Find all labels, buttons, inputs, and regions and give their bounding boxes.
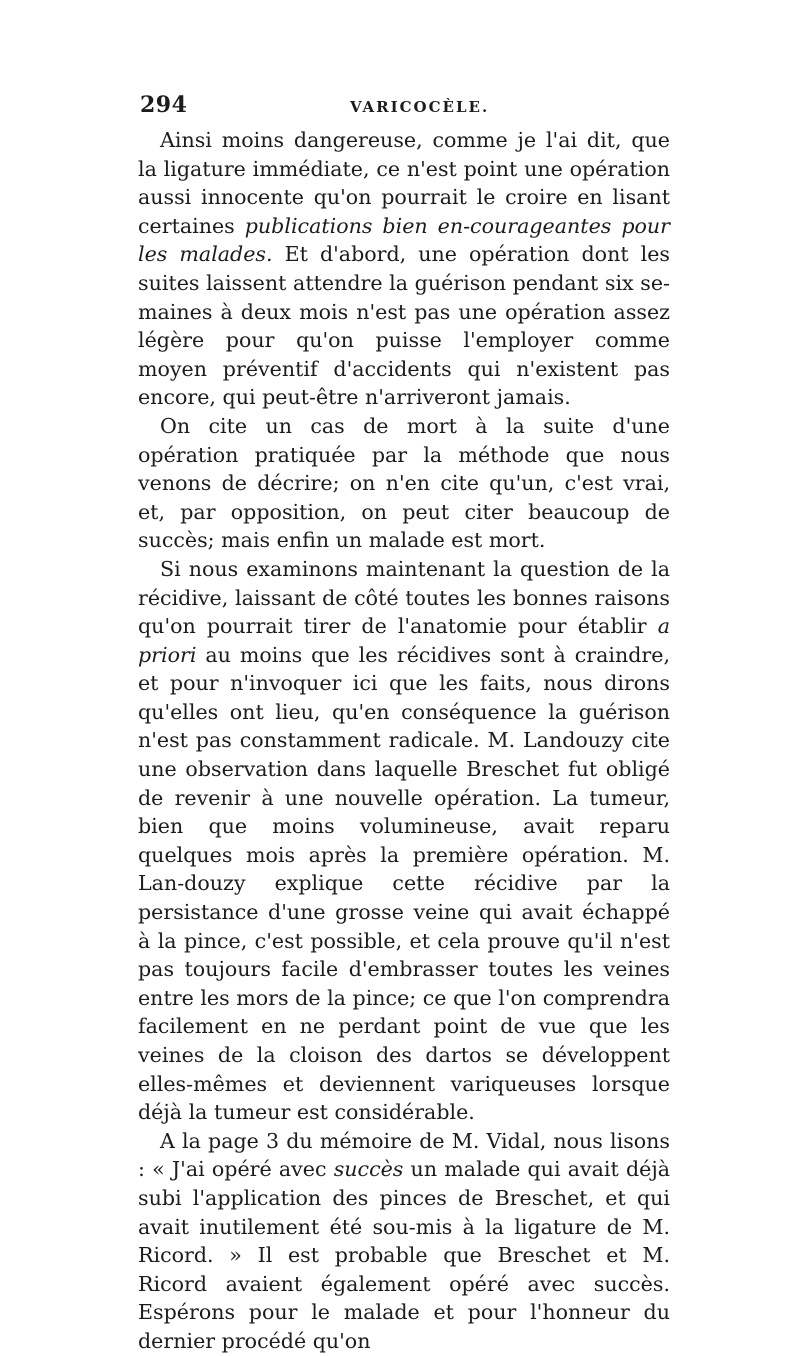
paragraph-4-text-b: un malade qui avait déjà subi l'application des pinces de Breschet, et qui avait inutilement été sou-mis à la ligature de M. Ricord. » Il est probable que Breschet et M. Ricord avaient également opéré avec succès. Espérons pour le malade et pour l'honneur du dernier procédé qu'on xyxy=(138,1157,670,1353)
body-text xyxy=(138,126,670,1356)
paragraph-4-italic: succès xyxy=(333,1157,404,1182)
paragraph-1 xyxy=(138,126,670,412)
paragraph-3-italic: a priori xyxy=(138,614,670,667)
book-page xyxy=(138,92,670,1356)
paragraph-4 xyxy=(138,1127,670,1356)
paragraph-4-text-a: A la page 3 du mémoire de M. Vidal, nous lisons : « J'ai opéré avec xyxy=(138,1128,670,1182)
paragraph-1-text-a: Ainsi moins dangereuse, comme je l'ai dit, que la ligature immédiate, ce n'est point une opération aussi innocente qu'on pourrait le croire en lisant certaines xyxy=(138,128,670,238)
paragraph-3 xyxy=(138,555,670,1127)
running-head xyxy=(138,92,670,122)
paragraph-2: On cite un cas de mort à la suite d'une opération pratiquée par la méthode que nous venons de décrire; on n'en cite qu'un, c'est vrai, et, par opposition, on peut citer beaucoup de succès; mais enfin un malade est mort. xyxy=(138,413,670,553)
paragraph-3-text-a: Si nous examinons maintenant la question de la récidive, laissant de côté toutes les bonnes raisons qu'on pourrait tirer de l'anatomie pour établir xyxy=(138,556,670,639)
page-number: 294 xyxy=(140,92,188,118)
paragraph-3-text-b: au moins que les récidives sont à craindre, et pour n'invoquer ici que les faits, nous dirons qu'elles ont lieu, qu'en conséquence la guérison n'est pas constamment radicale. M. Landouzy cite une observation dans laquelle Breschet fut obligé de revenir à une nouvelle opération. La tumeur, bien que moins volumineuse, avait reparu quelques mois après la première opération. M. Lan-douzy explique cette récidive par la persistance d'une grosse veine qui avait échappé à la pince, c'est possible, et cela prouve qu'il n'est pas toujours facile d'embrasser toutes les veines entre les mors de la pince; ce que l'on comprendra facilement en ne perdant point de vue que les veines de la cloison des dartos se développent elles-mêmes et deviennent variqueuses lorsque déjà la tumeur est considérable. xyxy=(138,642,670,1125)
paragraph-1-text-b: Et d'abord, une opération dont les suites laissent attendre la guérison pendant six se-maines à deux mois n'est pas une opération assez légère pour qu'on puisse l'employer comme moyen préventif d'accidents qui n'existent pas encore, qui peut-être n'arriveront jamais. xyxy=(138,242,670,410)
paragraph-1-italic: publications bien en-courageantes pour les malades. xyxy=(138,213,671,267)
running-title: VARICOCÈLE. xyxy=(350,98,490,116)
